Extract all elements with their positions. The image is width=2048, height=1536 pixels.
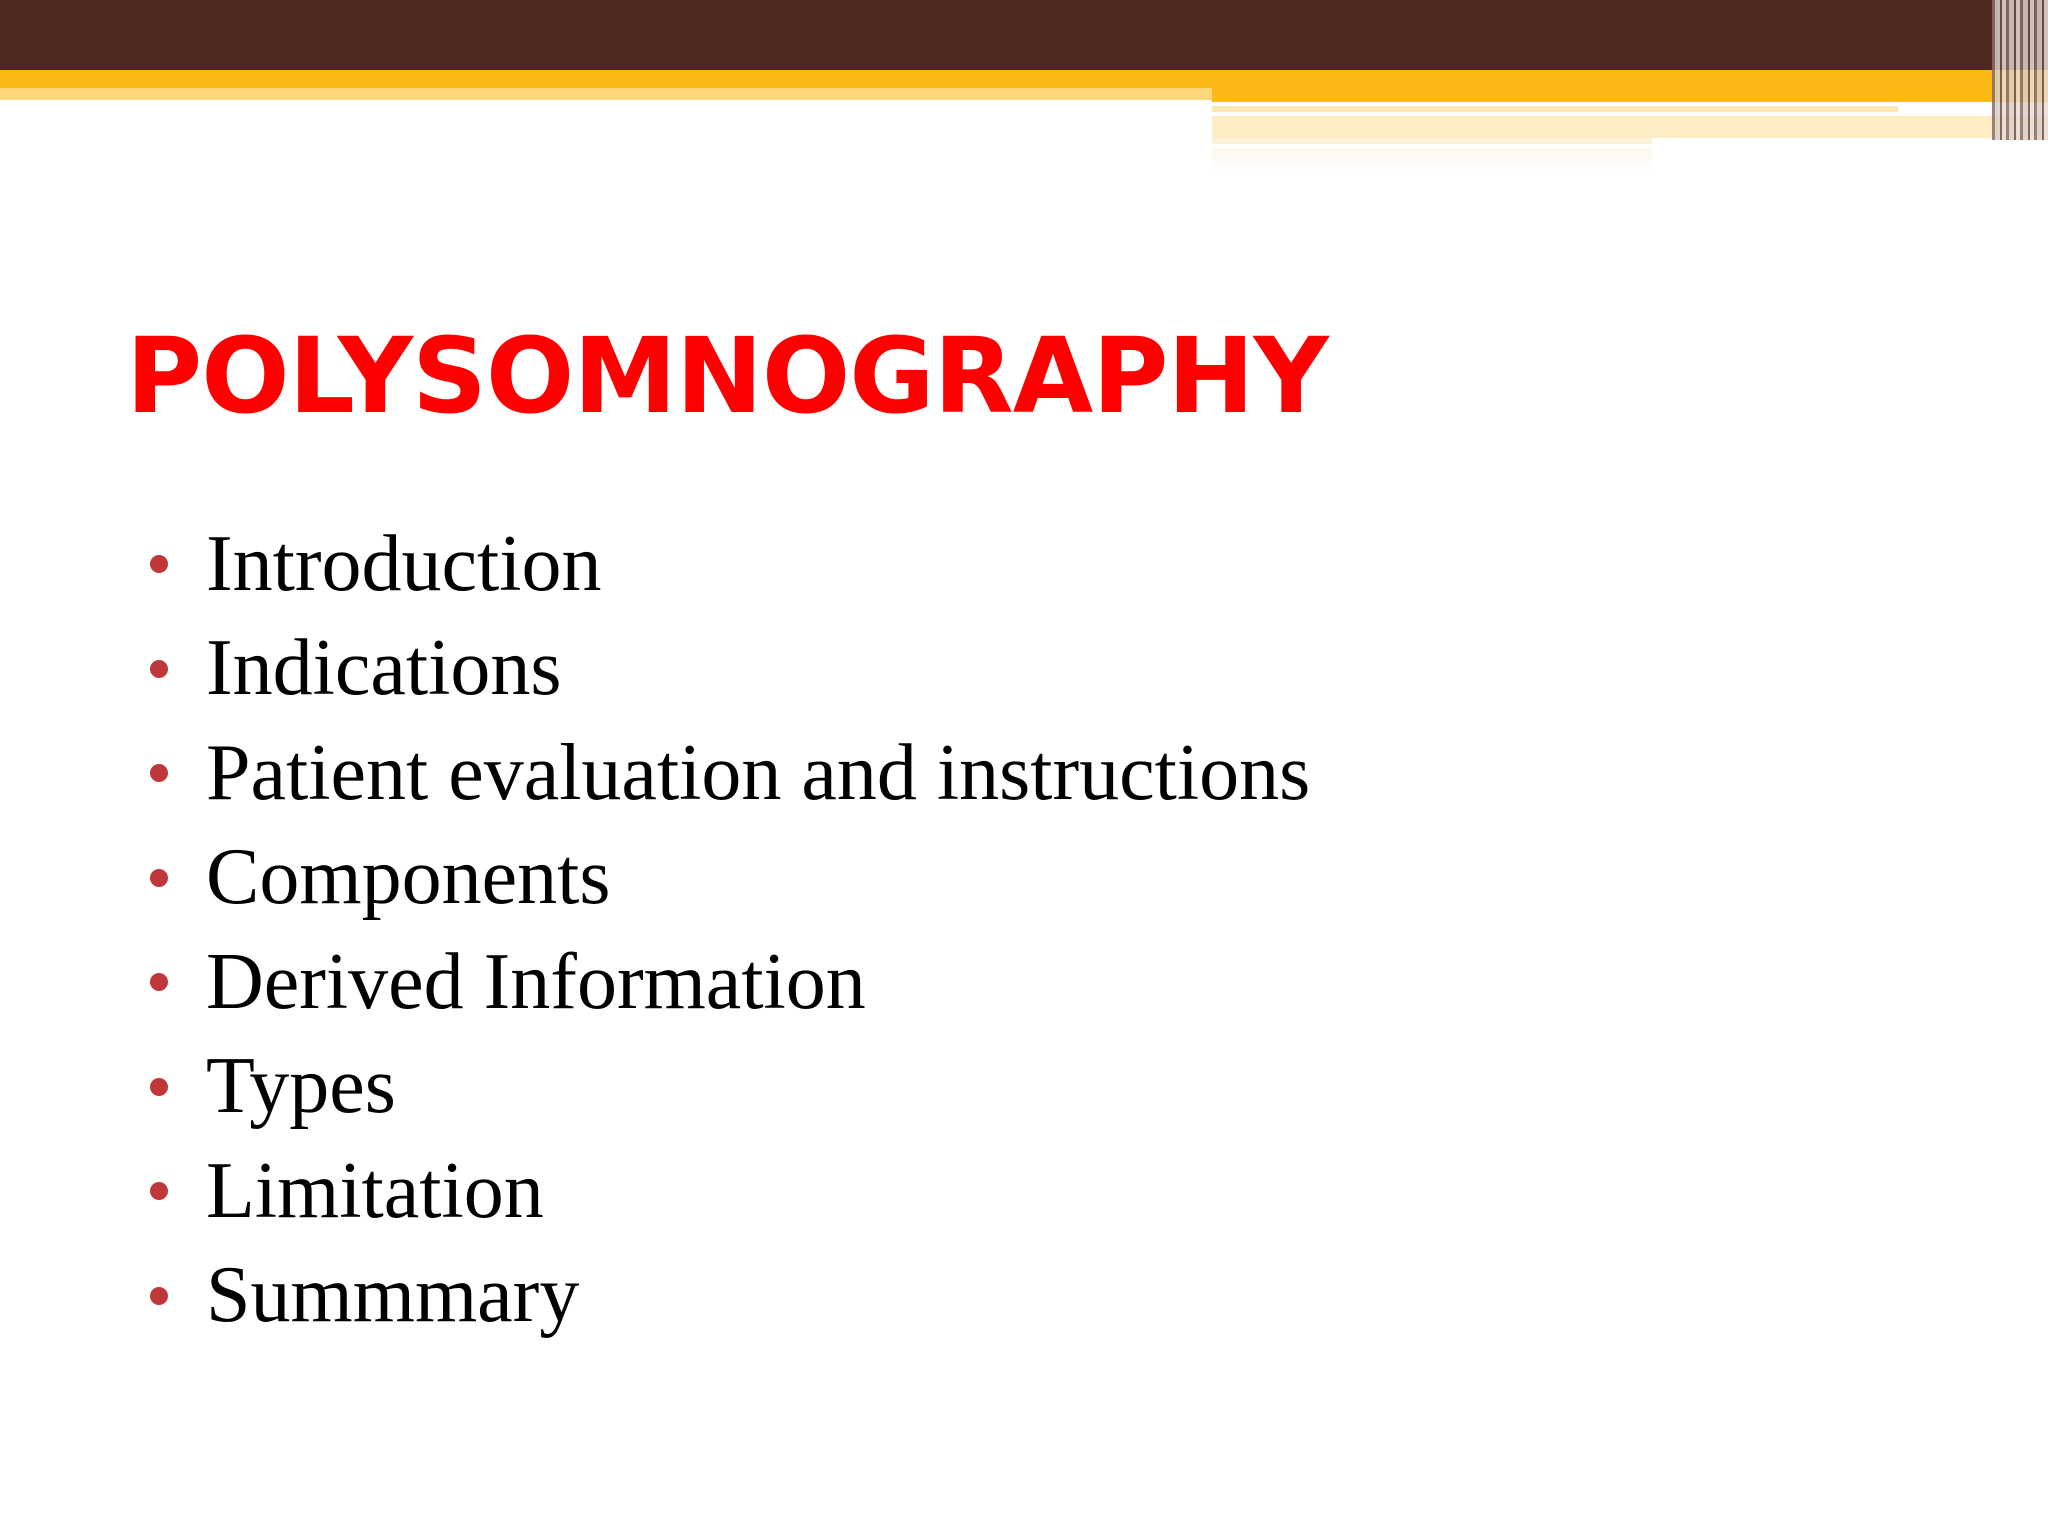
bullet-icon xyxy=(150,1287,168,1305)
list-item xyxy=(150,1139,1310,1244)
header-stripe-decoration xyxy=(1992,0,2048,140)
list-item xyxy=(150,930,1310,1035)
bullet-icon xyxy=(150,1182,168,1200)
list-item-label: Patient evaluation and instructions xyxy=(206,728,1311,817)
list-item xyxy=(150,1244,1310,1349)
list-item xyxy=(150,617,1310,722)
header-band-gold-light xyxy=(0,88,1212,100)
header-band-gold-right xyxy=(1212,88,2048,102)
header-band-dark xyxy=(0,0,2048,70)
list-item xyxy=(150,721,1310,826)
header-band-faint xyxy=(1212,148,1652,172)
list-item xyxy=(150,826,1310,931)
bullet-icon xyxy=(150,869,168,887)
header-band-pale xyxy=(1212,138,1652,144)
bullet-icon xyxy=(150,660,168,678)
list-item xyxy=(150,1035,1310,1140)
bullet-icon xyxy=(150,1078,168,1096)
bullet-icon xyxy=(150,555,168,573)
list-item-label: Types xyxy=(206,1042,396,1131)
list-item xyxy=(150,512,1310,617)
list-item-label: Derived Information xyxy=(206,937,866,1026)
agenda-list xyxy=(150,512,1310,1348)
header-band-pale xyxy=(1212,106,1898,112)
bullet-icon xyxy=(150,973,168,991)
header-band-pale xyxy=(1212,116,2048,138)
header-band-gold xyxy=(0,70,2048,88)
bullet-icon xyxy=(150,764,168,782)
list-item-label: Introduction xyxy=(206,519,602,608)
slide-title: POLYSOMNOGRAPHY xyxy=(126,315,1328,437)
list-item-label: Components xyxy=(206,833,611,922)
list-item-label: Summmary xyxy=(206,1251,580,1340)
list-item-label: Limitation xyxy=(206,1146,544,1235)
list-item-label: Indications xyxy=(206,624,562,713)
